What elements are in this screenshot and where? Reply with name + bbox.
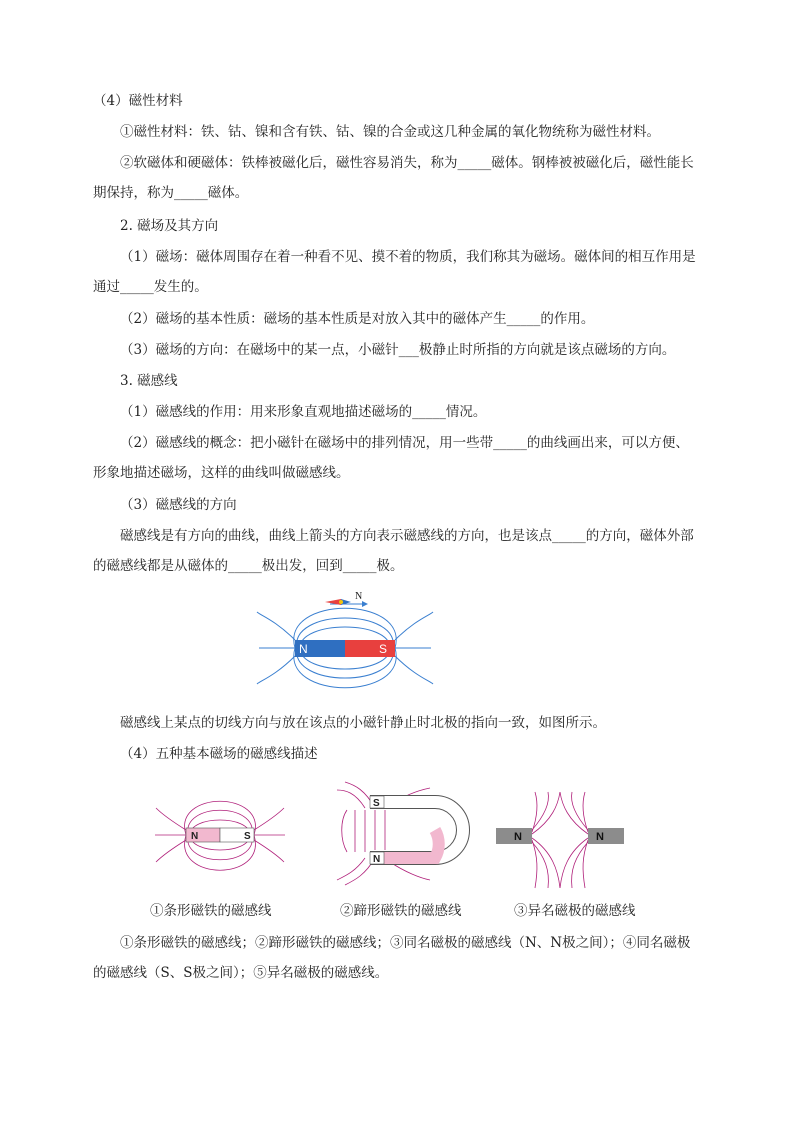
main-s-label: S xyxy=(379,642,388,656)
caption-bar-magnet: ①条形磁铁的磁感线 xyxy=(150,903,272,919)
bar-magnet-lines-figure xyxy=(150,790,290,885)
para-magnetic-field: （1）磁场：磁体周围存在着一种看不见、摸不着的物质，我们称其为磁场。磁体间的相互作用是通过_____发生的。 xyxy=(93,249,696,295)
bar-s-label: S xyxy=(244,831,251,842)
caption-horseshoe-magnet: ②蹄形磁铁的磁感线 xyxy=(340,903,462,919)
needle-n-label: N xyxy=(355,591,363,602)
horseshoe-n-label: N xyxy=(373,854,381,865)
like-right-label: N xyxy=(596,831,604,843)
main-n-label: N xyxy=(299,642,308,656)
heading-magnetic-materials: （4）磁性材料 xyxy=(93,93,183,109)
heading-magnetic-field: 2. 磁场及其方向 xyxy=(120,218,219,234)
caption-opposite-poles: ③异名磁极的磁感线 xyxy=(514,903,636,919)
like-poles-lines-figure xyxy=(490,790,630,890)
horseshoe-s-label: S xyxy=(373,798,380,809)
para-magnetic-materials: ①磁性材料：铁、钴、镍和含有铁、钴、镍的合金或这几种金属的氧化物统称为磁性材料。 xyxy=(120,124,660,140)
para-field-lines-concept: （2）磁感线的概念：把小磁针在磁场中的排列情况，用一些带_____的曲线画出来，可以方便、形象地描述磁场，这样的曲线叫做磁感线。 xyxy=(93,435,689,481)
bar-magnet-field-figure xyxy=(255,590,435,700)
para-field-lines-use: （1）磁感线的作用：用来形象直观地描述磁场的_____情况。 xyxy=(120,404,487,420)
horseshoe-magnet-lines-figure xyxy=(335,780,470,890)
para-soft-hard-magnets: ②软磁体和硬磁体：铁棒被磁化后，磁性容易消失，称为_____磁体。钢棒被被磁化后，磁性能长期保持，称为_____磁体。 xyxy=(93,155,694,201)
heading-field-lines: 3. 磁感线 xyxy=(120,373,178,389)
heading-field-line-direction: （3）磁感线的方向 xyxy=(120,497,237,513)
para-field-line-direction: 磁感线是有方向的曲线，曲线上箭头的方向表示磁感线的方向，也是该点_____的方向，磁体外部的磁感线都是从磁体的_____极出发，回到_____极。 xyxy=(93,528,694,574)
para-tangent-direction: 磁感线上某点的切线方向与放在该点的小磁针静止时北极的指向一致，如图所示。 xyxy=(120,715,606,731)
magnet-s-pole xyxy=(345,640,395,657)
para-field-direction: （3）磁场的方向：在磁场中的某一点，小磁针___极静止时所指的方向就是该点磁场的方向。 xyxy=(120,342,676,358)
para-five-fields-list: ①条形磁铁的磁感线；②蹄形磁铁的磁感线；③同名磁极的磁感线（N、N极之间）；④同名磁极的磁感线（S、S极之间）；⑤异名磁极的磁感线。 xyxy=(93,935,691,981)
bar-n-label: N xyxy=(191,831,199,842)
heading-five-fields: （4）五种基本磁场的磁感线描述 xyxy=(120,746,318,762)
like-left-label: N xyxy=(514,831,522,843)
para-field-property: （2）磁场的基本性质：磁场的基本性质是对放入其中的磁体产生_____的作用。 xyxy=(120,311,595,327)
